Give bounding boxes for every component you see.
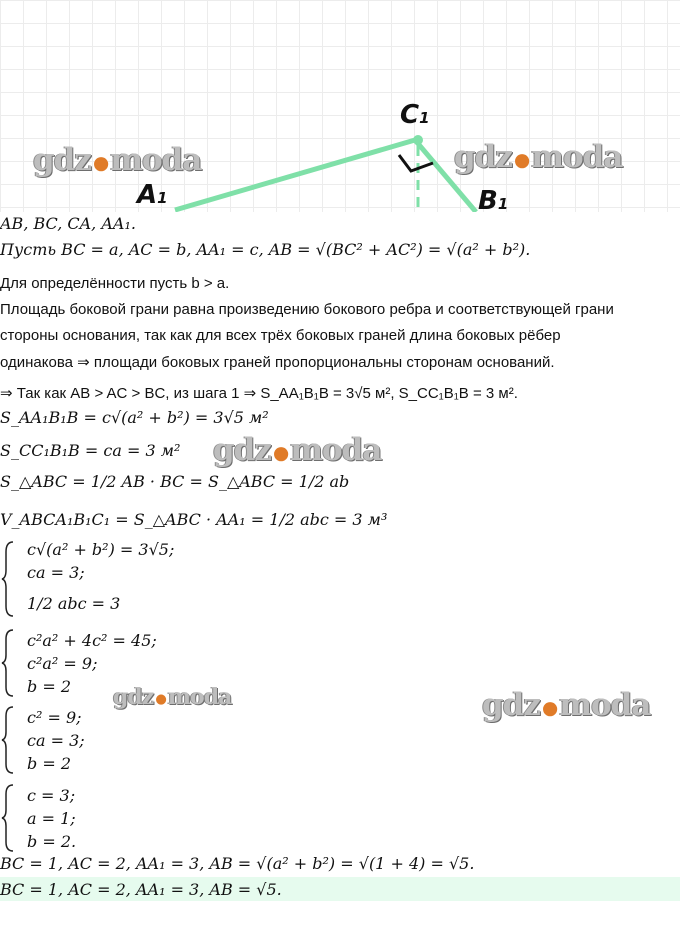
watermark: gdz ●moda bbox=[482, 687, 651, 723]
solution-line: S_CC₁B₁B = ca = 3 м² bbox=[0, 441, 181, 460]
solution-line: S_AA₁B₁B = c√(a² + b²) = 3√5 м² bbox=[0, 408, 269, 427]
final-answer: BC = 1, AC = 2, AA₁ = 3, AB = √5. bbox=[0, 880, 282, 899]
system-brace bbox=[0, 783, 16, 853]
solution-line: Площадь боковой грани равна произведению бокового ребра и соответствующей грани bbox=[0, 301, 614, 318]
system-brace bbox=[0, 628, 16, 698]
solution-line: Пусть BC = a, AC = b, AA₁ = c, AB = √(BC² + AC²) = √(a² + b²). bbox=[0, 240, 531, 259]
system-line: c²a² = 9; bbox=[27, 654, 98, 673]
label-a1: A1 bbox=[137, 180, 168, 210]
system-line: a = 1; bbox=[27, 809, 76, 828]
system-brace bbox=[0, 540, 16, 618]
system-brace bbox=[0, 705, 16, 775]
system-line: ca = 3; bbox=[27, 731, 85, 750]
system-line: b = 2 bbox=[27, 677, 71, 696]
solution-line: V_ABCA₁B₁C₁ = S_△ABC · AA₁ = 1/2 abc = 3 м³ bbox=[0, 510, 388, 529]
watermark: gdz ●moda bbox=[113, 684, 232, 710]
prism-figure bbox=[0, 0, 680, 212]
solution-line: стороны основания, так как для всех трёх боковых граней длина боковых рёбер bbox=[0, 327, 561, 344]
label-c1: C1 bbox=[400, 100, 430, 130]
system-line: 1/2 abc = 3 bbox=[27, 594, 121, 613]
system-line: ca = 3; bbox=[27, 563, 85, 582]
solution-line: ⇒ Так как AB > AC > BC, из шага 1 ⇒ S_AA₁B₁B = 3√5 м², S_CC₁B₁B = 3 м². bbox=[0, 385, 518, 402]
label-b1: B1 bbox=[478, 186, 509, 212]
result-line: BC = 1, AC = 2, AA₁ = 3, AB = √(a² + b²) = √(1 + 4) = √5. bbox=[0, 854, 475, 873]
solution-line: Для определённости пусть b > a. bbox=[0, 275, 230, 292]
system-line: c = 3; bbox=[27, 786, 76, 805]
system-line: c² = 9; bbox=[27, 708, 82, 727]
solution-line: AB, BC, CA, AA₁. bbox=[0, 214, 136, 233]
vertex-c1 bbox=[413, 135, 423, 145]
solution-line: одинакова ⇒ площади боковых граней пропорциональны сторонам оснований. bbox=[0, 354, 555, 371]
system-line: c²a² + 4c² = 45; bbox=[27, 631, 157, 650]
watermark: gdz ●moda bbox=[454, 139, 623, 175]
watermark: gdz ●moda bbox=[213, 432, 382, 468]
system-line: c√(a² + b²) = 3√5; bbox=[27, 540, 175, 559]
system-line: b = 2. bbox=[27, 832, 77, 851]
edge-a1-c1 bbox=[175, 140, 415, 210]
watermark: gdz ●moda bbox=[33, 142, 202, 178]
prism-drawing bbox=[0, 0, 680, 212]
solution-line: S_△ABC = 1/2 AB · BC = S_△ABC = 1/2 ab bbox=[0, 472, 350, 491]
system-line: b = 2 bbox=[27, 754, 71, 773]
